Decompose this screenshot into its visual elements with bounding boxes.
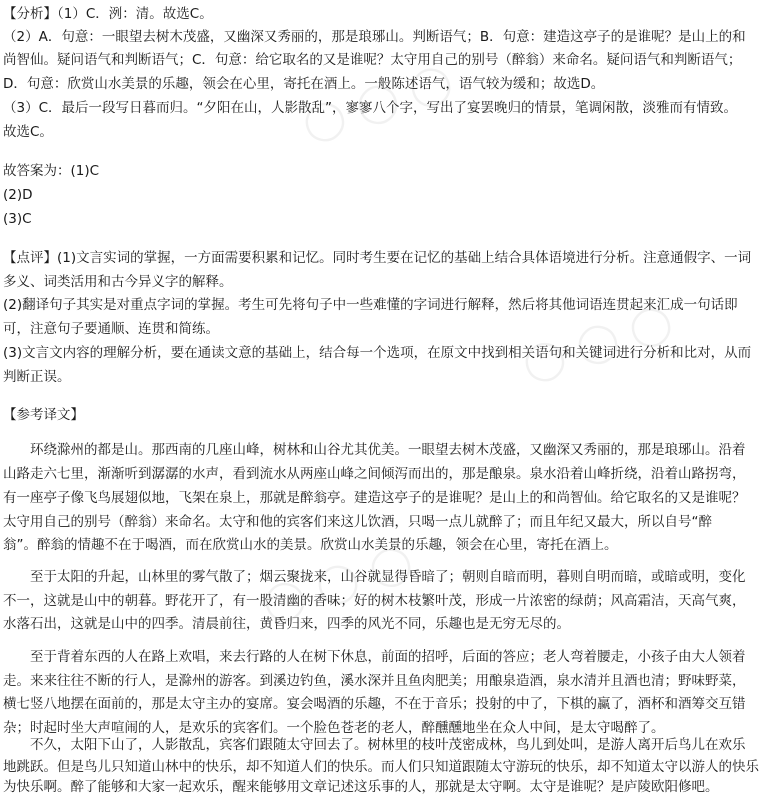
analysis-line: D．句意：欣赏山水美景的乐趣，领会在心里，寄托在酒上。一般陈述语气，语气较为缓和；故选D。 bbox=[3, 76, 605, 92]
analysis-line: 尚智仙。疑问语气和判断语气；C．句意：给它取名的又是谁呢？太守用自己的别号（醉翁）来命名。疑问语气和判断语气； bbox=[3, 52, 742, 68]
answer-line: 故答案为：(1)C bbox=[3, 163, 100, 179]
translation-p1-line: 翁”。醉翁的情趣不在于喝酒，而在欣赏山水的美景。欣赏山水美景的乐趣，领会在心里，寄托在酒上。 bbox=[3, 537, 618, 553]
comment-line: (3)文言文内容的理解分析，要在通读文意的基础上，结合每一个选项，在原文中找到相关语句和关键词进行分析和比对，从而 bbox=[3, 345, 752, 361]
watermark: ◯ ◯ ◯ bbox=[296, 57, 458, 147]
translation-p3-line: 至于背着东西的人在路上欢唱，来去行路的人在树下休息，前面的招呼，后面的答应；老人弯着腰走，小孩子由大人领着 bbox=[30, 649, 746, 665]
watermark: ◯ ◯ ◯ bbox=[256, 537, 418, 627]
comment-line: 可，注意句子要通顺、连贯和简练。 bbox=[3, 321, 219, 337]
comment-line: 判断正误。 bbox=[3, 369, 71, 385]
translation-p2-line: 不一，这就是山中的朝暮。野花开了，有一股清幽的香味；好的树木枝繁叶茂，形成一片浓密的绿荫；风高霜洁，天高气爽， bbox=[3, 593, 746, 609]
comment-line: 【点评】(1)文言实词的掌握，一方面需要积累和记忆。同时考生要在记忆的基础上结合具体语境进行分析。注意通假字、一词 bbox=[3, 250, 752, 266]
translation-p4-line: 为快乐啊。醉了能够和大家一起欢乐，醒来能够用文章记述这乐事的人，那就是太守啊。太守是谁呢？是庐陵欧阳修吧。 bbox=[3, 779, 719, 795]
translation-p1-line: 环绕滁州的都是山。那西南的几座山峰，树林和山谷尤其优美。一眼望去树木茂盛，又幽深又秀丽的，那是琅琊山。沿着 bbox=[30, 442, 746, 458]
watermark: ◯ ◯ ◯ bbox=[516, 297, 678, 387]
analysis-line: （2）A．句意：一眼望去树木茂盛，又幽深又秀丽的，那是琅琊山。判断语气；B．句意：建造这亭子的是谁呢？是山上的和 bbox=[3, 29, 746, 45]
translation-p1-line: 太守用自己的别号（醉翁）来命名。太守和他的宾客们来这儿饮酒，只喝一点儿就醉了；而且年纪又最大，所以自号“醉 bbox=[3, 514, 712, 530]
analysis-line: （3）C．最后一段写日暮而归。“夕阳在山，人影散乱”，寥寥八个字，写出了宴罢晚归的情景，笔调闲散，淡雅而有情致。 bbox=[3, 100, 738, 116]
translation-p2-line: 至于太阳的升起，山林里的雾气散了；烟云聚拢来，山谷就显得昏暗了；朝则自暗而明，暮则自明而暗，或暗或明，变化 bbox=[30, 569, 746, 585]
translation-p4-line: 不久，太阳下山了，人影散乱，宾客们跟随太守回去了。树林里的枝叶茂密成林，鸟儿到处叫，是游人离开后鸟儿在欢乐 bbox=[30, 737, 746, 753]
translation-p3-line: 走。来来往往不断的行人，是滁州的游客。到溪边钓鱼，溪水深并且鱼肉肥美；用酿泉造酒，泉水清并且酒也清；野味野菜， bbox=[3, 673, 746, 689]
translation-p1-line: 山路走六七里，渐渐听到潺潺的水声，看到流水从两座山峰之间倾泻而出的，那是酿泉。泉水沿着山峰折绕，沿着山路拐弯， bbox=[3, 466, 746, 482]
translation-p1-line: 有一座亭子像飞鸟展翅似地，飞架在泉上，那就是醉翁亭。建造这亭子的是谁呢？是山上的和尚智仙。给它取名的又是谁呢？ bbox=[3, 490, 746, 506]
answer-line: (3)C bbox=[3, 211, 32, 227]
translation-heading: 【参考译文】 bbox=[3, 407, 84, 423]
analysis-line: 故选C。 bbox=[3, 124, 53, 140]
answer-line: (2)D bbox=[3, 187, 33, 203]
analysis-line: 【分析】（1）C．洌：清。故选C。 bbox=[3, 6, 213, 22]
translation-p2-line: 水落石出，这就是山中的四季。清晨前往，黄昏归来，四季的风光不同，乐趣也是无穷无尽的。 bbox=[3, 616, 570, 632]
comment-line: (2)翻译句子其实是对重点字词的掌握。考生可先将句子中一些难懂的字词进行解释，然后将其他词语连贯起来汇成一句话即 bbox=[3, 297, 738, 313]
translation-p3-line: 横七竖八地摆在面前的，那是太守主办的宴席。宴会喝酒的乐趣，不在于音乐；投射的中了，下棋的赢了，酒杯和酒筹交互错 bbox=[3, 696, 746, 712]
translation-p4-line: 地跳跃。但是鸟儿只知道山林中的快乐，却不知道人们的快乐。而人们只知道跟随太守游玩的快乐，却不知道太守以游人的快乐 bbox=[3, 759, 759, 775]
translation-p3-line: 杂；时起时坐大声喧闹的人，是欢乐的宾客们。一个脸色苍老的老人，醉醺醺地坐在众人中间，是太守喝醉了。 bbox=[3, 720, 665, 736]
comment-line: 多义、词类活用和古今异义字的解释。 bbox=[3, 274, 233, 290]
